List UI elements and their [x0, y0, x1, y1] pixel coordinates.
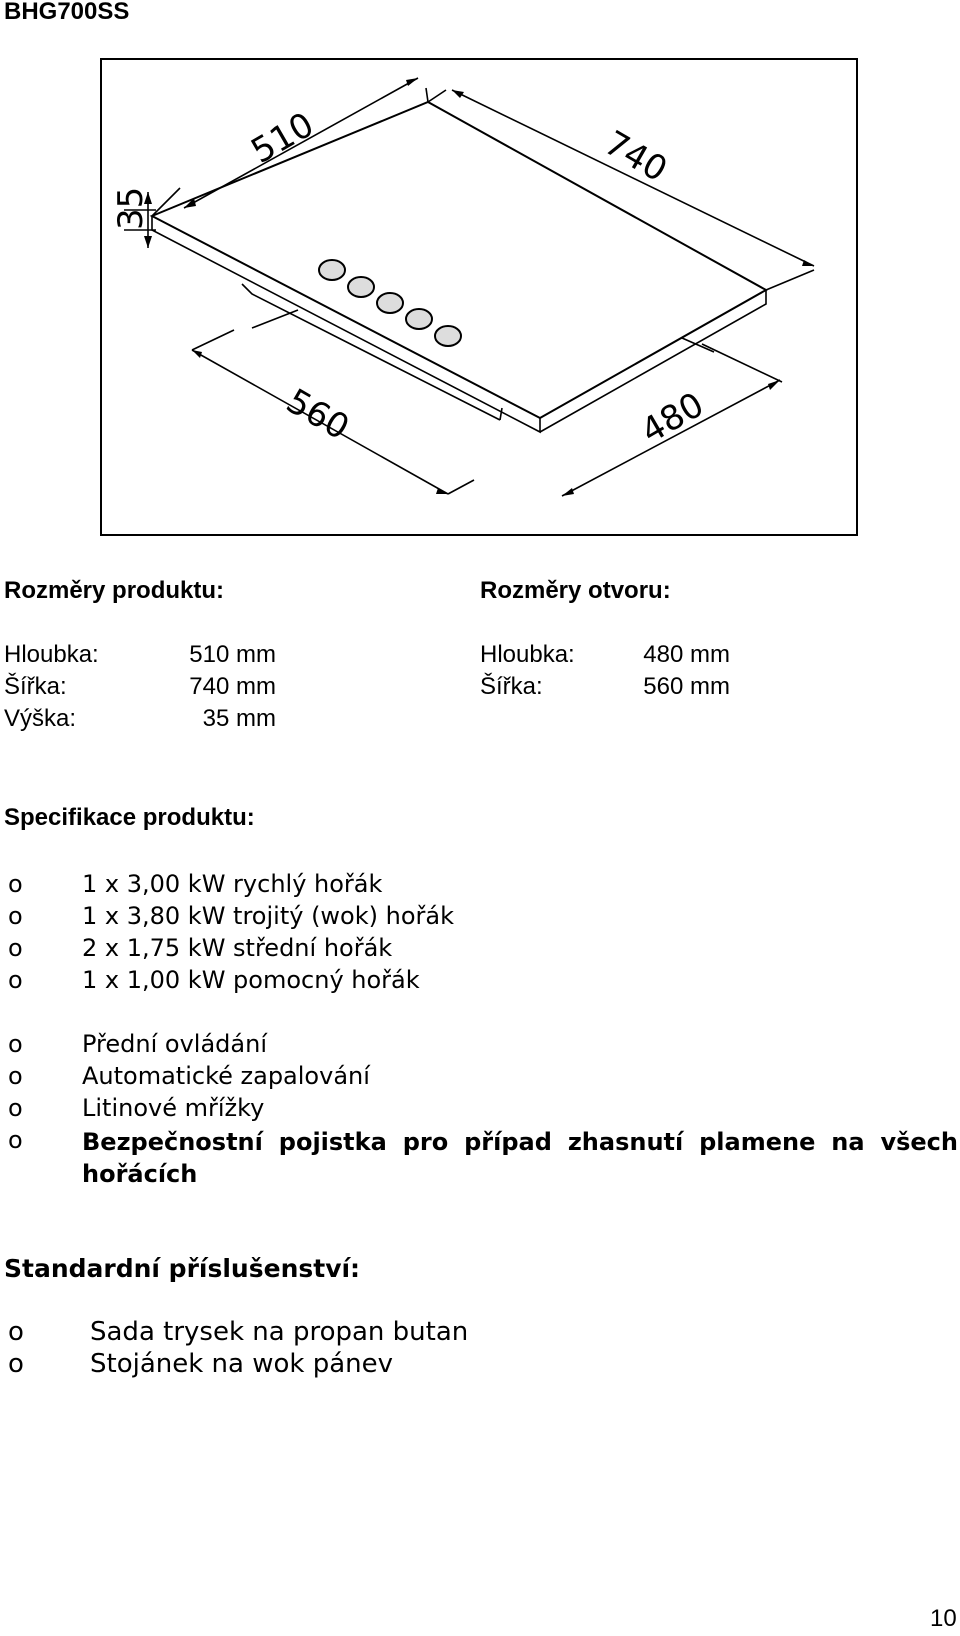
bullet: o: [8, 934, 23, 962]
bullet: o: [8, 870, 23, 898]
specifications-heading: Specifikace produktu:: [4, 804, 255, 831]
dimension-value: 510 mm: [189, 641, 276, 668]
bullet: o: [8, 1317, 24, 1347]
burner-spec: 2 x 1,75 kW střední hořák: [82, 934, 393, 962]
accessory-text: Sada trysek na propan butan: [90, 1317, 469, 1347]
page-number: 10: [930, 1605, 957, 1632]
safety-feature-text: Bezpečnostní pojistka pro případ zhasnutí plamene na všech hořácích: [82, 1128, 958, 1188]
feature-text: Litinové mřížky: [82, 1094, 265, 1122]
hob-dimension-diagram: [102, 60, 856, 534]
cutout-width-label: 560: [279, 381, 356, 449]
cutout-depth-label: 480: [634, 384, 711, 452]
bullet: o: [8, 1126, 23, 1154]
bullet: o: [8, 1094, 23, 1122]
dimension-label: Výška:: [4, 705, 77, 732]
bullet: o: [8, 1349, 24, 1379]
model-title: BHG700SS: [4, 0, 130, 25]
product-dimensions-heading: Rozměry produktu:: [4, 577, 225, 604]
bullet: o: [8, 966, 23, 994]
dimension-label: Šířka:: [480, 673, 543, 700]
bullet: o: [8, 1062, 23, 1090]
dimension-value: 35 mm: [202, 705, 276, 732]
dimension-value: 560 mm: [643, 673, 730, 700]
feature-text: Automatické zapalování: [82, 1062, 370, 1090]
width-label: 740: [597, 123, 674, 191]
dimension-drawing: [100, 58, 858, 536]
dimension-value: 480 mm: [643, 641, 730, 668]
cutout-dimensions-heading: Rozměry otvoru:: [480, 577, 671, 604]
accessory-text: Stojánek na wok pánev: [90, 1349, 394, 1379]
burner-spec: 1 x 3,00 kW rychlý hořák: [82, 870, 383, 898]
dimension-label: Hloubka:: [480, 641, 575, 668]
dimension-label: Šířka:: [4, 673, 67, 700]
depth-label: 510: [244, 104, 321, 172]
accessories-heading: Standardní příslušenství:: [4, 1254, 361, 1283]
bullet: o: [8, 902, 23, 930]
feature-text: Přední ovládání: [82, 1030, 267, 1058]
dimension-label: Hloubka:: [4, 641, 99, 668]
bullet: o: [8, 1030, 23, 1058]
height-label: 35: [111, 186, 151, 230]
dimension-value: 740 mm: [189, 673, 276, 700]
burner-spec: 1 x 1,00 kW pomocný hořák: [82, 966, 420, 994]
burner-spec: 1 x 3,80 kW trojitý (wok) hořák: [82, 902, 454, 930]
